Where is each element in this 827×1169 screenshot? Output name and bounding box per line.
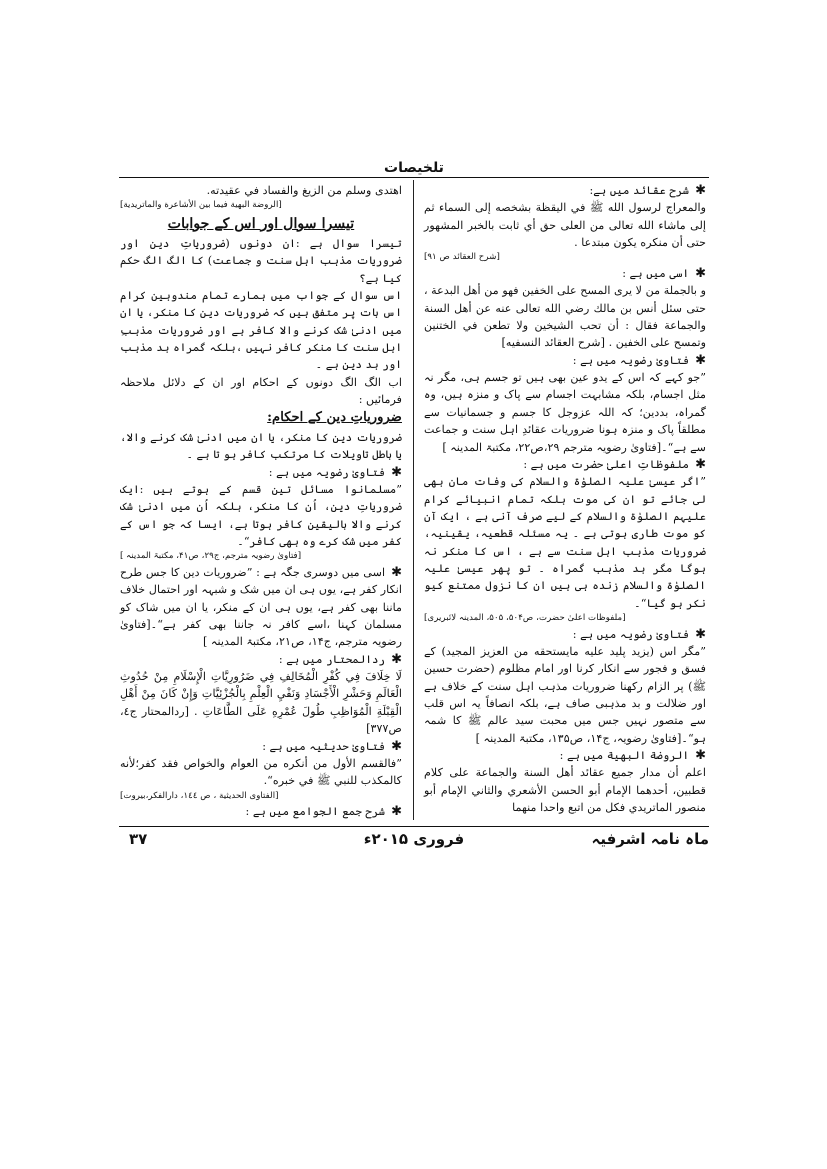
paragraph: ”مگر اس (يزيد پليد عليه مايستحقه من العزيز المجيد) کے فسق و فجور سے انکار کرنا اور امام مظلوم (حضرت حسین ﷺ) پر الزام رکھنا ضروریات مذہب اہل سنت کے خلاف ہے اور ضلالت و بد مذہبی صاف ہے، بلکہ انصافاً یہ اس قلب سے متصور نہیں جس میں محبت سید عالم ﷺ کا شمہ ہو“۔[فتاویٰ رضویہ، ج۱۴، ص۱۳۵، مکتبۃ المدینہ ] — [424, 644, 706, 745]
star-bullet-icon: ✱ — [695, 456, 706, 472]
citation-intro-text: اسی میں دوسری جگہ ہے : ”ضروریات دین کا جس طرح انکار کفر ہے، یوں ہی ان میں شک و شبہہ اور احتمال خلاف ماننا بھی کفر ہے، یوں ہی ان کے منکر، یا ان میں شاک کو مسلمان کہنا ،اسے کافر نہ جاننا بھی کفر ہے“۔[فتاویٰ رضویہ مترجم، ج۱۴، ص۲۱، مکتبۃ المدینہ ] — [120, 565, 402, 649]
citation-intro — [424, 456, 706, 473]
citation-intro-text: ملفوظاتِ اعلیٰ حضرت میں ہے : — [523, 457, 690, 471]
page-header: تلخیصات — [384, 160, 444, 176]
citation-intro — [424, 182, 706, 199]
right-column — [424, 182, 706, 817]
arabic-text: ”فالقسم الأول من أنكره من العوام والخواص فقد كفر؛لأنه كالمكذب للنبي ﷺ في خبره“. — [120, 756, 402, 788]
paragraph: تیسرا سوال ہے :ان دونوں (ضروریاتِ دین اور ضروریات مذہب اہل سنت و جماعت) کا الگ الگ حکم کیا ہے؟ — [120, 236, 402, 285]
star-bullet-icon: ✱ — [695, 265, 706, 281]
citation-intro-text: فتاویٰ رضویہ میں ہے : — [572, 353, 690, 367]
reference: [شرح العقائد ص ٩١] — [424, 252, 500, 263]
left-column — [120, 182, 402, 820]
citation-intro-text: الروضة البهية میں ہے : — [559, 749, 690, 763]
star-bullet-icon: ✱ — [695, 183, 706, 198]
citation-intro-text: ردالمحتار میں ہے : — [278, 652, 386, 666]
paragraph: اس سوال کے جواب میں ہمارے تمام مندوبین کرام اس بات پر متفق ہیں کہ ضروریات دین کا منکر، یا ان میں ادنیٰ شک کرنے والا کافر ہے اور ضروریات مذہبِ اہل سنت کا منکر کافر نہیں ،بلکہ گمراہ بد مذہب اور بد دین ہے ۔ — [120, 288, 402, 372]
magazine-title: ماہ نامہ اشرفیہ — [591, 830, 709, 848]
star-bullet-icon: ✱ — [695, 352, 706, 368]
arabic-text: لَا خِلَافَ فِي كُفْرِ الْمُخَالِفِ فِي ضَرُورِيَّاتِ الْإِسْلَامِ مِنْ حُدُوثِ الْعَالَمِ وَحَشْرِ الْأَجْسَادِ وَنَفْيِ الْعِلْمِ بِالْجُزْئِيَّاتِ وَإِنْ كَانَ مِنْ أَهْلِ الْقِبْلَةِ الْمُوَاظِبِ طُولَ عُمْرِهِ عَلَى الطَّاعَاتِ . [ردالمحتار ج٤، ص٣٧٧] — [120, 670, 402, 736]
header-rule — [119, 177, 709, 178]
citation-intro — [120, 803, 402, 820]
star-bullet-icon: ✱ — [695, 626, 706, 642]
paragraph: ”مسلمانوا مسائل تین قسم کے ہوتے ہیں :ایک ضروریاتِ دین، اُن کا منکر، بلکہ اُن میں ادنیٰ شک کرنے والا بالیقین کافر ہوتا ہے، ایسا کہ جو اس کے کفر میں شک کرے وہ بھی کافر“۔ — [120, 482, 402, 549]
citation-intro — [120, 738, 402, 755]
arabic-text: و بالجملة من لا يرى المسح على الخفين فهو من أهل البدعة ، حتى سئل أنس بن مالك رضي الله تعالى عنه عن أهل السنة والجماعة فقال : أن تحب الشيخين ولا تطعن في الختنين وتمسح على الخفين . [شرح العقائد النسفيه] — [424, 284, 706, 350]
arabic-text: اعلم أن مدار جميع عقائد أهل السنة والجماعة على كلام قطبين، أحدهما الإمام أبو الحسن الأشعري والثاني الإمام أبو منصور الماتريدي فكل من اتبع واحدا منهما — [424, 766, 706, 815]
paragraph: اب الگ الگ دونوں کے احکام اور ان کے دلائل ملاحظہ فرمائیں : — [120, 375, 402, 407]
citation-intro-text: فتاویٰ رضویہ میں ہے : — [572, 627, 690, 641]
page-number: ۳۷ — [129, 830, 148, 848]
arabic-text: اهتدى وسلم من الزيغ والفساد في عقيدته. — [206, 184, 402, 197]
star-bullet-icon: ✱ — [695, 748, 706, 764]
star-bullet-icon: ✱ — [391, 804, 402, 820]
citation-intro-text: اسی میں ہے : — [622, 266, 690, 280]
arabic-text: والمعراج لرسول الله ﷺ في اليقظة بشخصه إلى السماء ثم إلى ماشاء الله تعالى من العلى حق أي ثابت بالخبر المشهور حتى أن منكره يكون مبتدعا . — [424, 201, 706, 250]
subsection-heading: ضروریاتِ دین کے احکام: — [267, 410, 402, 426]
issue-date: فروری ۲۰۱۵ء — [363, 830, 465, 848]
citation-intro — [120, 564, 402, 651]
citation-intro — [424, 352, 706, 369]
reference: [الروضة البهية فيما بين الأشاعرة والماتريدية] — [120, 200, 282, 211]
reference: [الفتاوى الحديثية ، ص ١٤٤، دارالفكر،بيروت] — [120, 790, 279, 801]
column-divider — [413, 180, 414, 820]
star-bullet-icon: ✱ — [391, 738, 402, 754]
star-bullet-icon: ✱ — [391, 564, 402, 580]
footer-rule — [119, 826, 709, 827]
citation-intro — [424, 747, 706, 764]
page-footer — [119, 830, 709, 854]
star-bullet-icon: ✱ — [391, 464, 402, 480]
citation-intro-text: فتاویٰ حدیثیہ میں ہے : — [262, 739, 386, 753]
citation-intro — [120, 651, 402, 668]
reference: [فتاویٰ رضویہ مترجم، ج۲۹، ص۴۱، مکتبۃ المدینہ ] — [120, 551, 302, 562]
section-heading: تیسرا سوال اور اس کے جوابات — [167, 215, 355, 232]
citation-intro-text: شرح جمع الجوامع میں ہے : — [245, 805, 386, 819]
star-bullet-icon: ✱ — [391, 651, 402, 667]
paragraph: ضروریات دین کا منکر، یا ان میں ادنیٰ شک کرنے والا، یا باطل تاویلات کا مرتکب کافر ہو تا ہے ۔ — [120, 430, 402, 462]
citation-intro — [424, 265, 706, 282]
citation-intro-text: شرح عقائد میں ہے: — [589, 184, 690, 197]
citation-intro-text: فتاویٰ رضویہ میں ہے : — [268, 465, 386, 479]
reference: [ملفوظات اعلیٰ حضرت، ص۵۰۴، ۵۰۵، المدینہ لائبریری] — [424, 613, 626, 624]
citation-intro — [424, 626, 706, 643]
paragraph: ”جو کہے کہ اس کے یدو عین بھی ہیں تو جسم ہی، مگر نہ مثل اجسام، بلکہ مشابہت اجسام سے پاک و منزہ ہیں، وہ گمراہ، بددین؛ کہ اللہ عزوجل کا جسم و جسمانیات سے مطلقاً پاک و منزہ ہونا ضروریات عقائدِ اہل سنت و جماعت سے ہے“۔[فتاویٰ رضویہ مترجم ۲۹،ص۲۲، مکتبۃ المدینہ ] — [424, 371, 706, 454]
citation-intro — [120, 464, 402, 481]
paragraph: ”اگر عیسیٰ علیہ الصلوٰۃ والسلام کی وفات مان بھی لی جائے تو ان کی موت بلکہ تمام انبیائے کرام علیہم الصلوٰۃ والسلام کے لیے صرف آنی ہے ، ایک آن کو موت طاری ہوتی ہے ۔ یہ مسئلہ قطعیہ، یقینیہ، ضروریات مذہب اہل سنت سے ہے ، اس کا منکر نہ ہوگا مگر بد مذہب گمراہ ۔ تو پھر عیسیٰ علیہ الصلوٰۃ والسلام زندہ ہی ہیں ان کا نزول ممتنع کیو نکر ہو گیا“۔ — [424, 475, 706, 610]
